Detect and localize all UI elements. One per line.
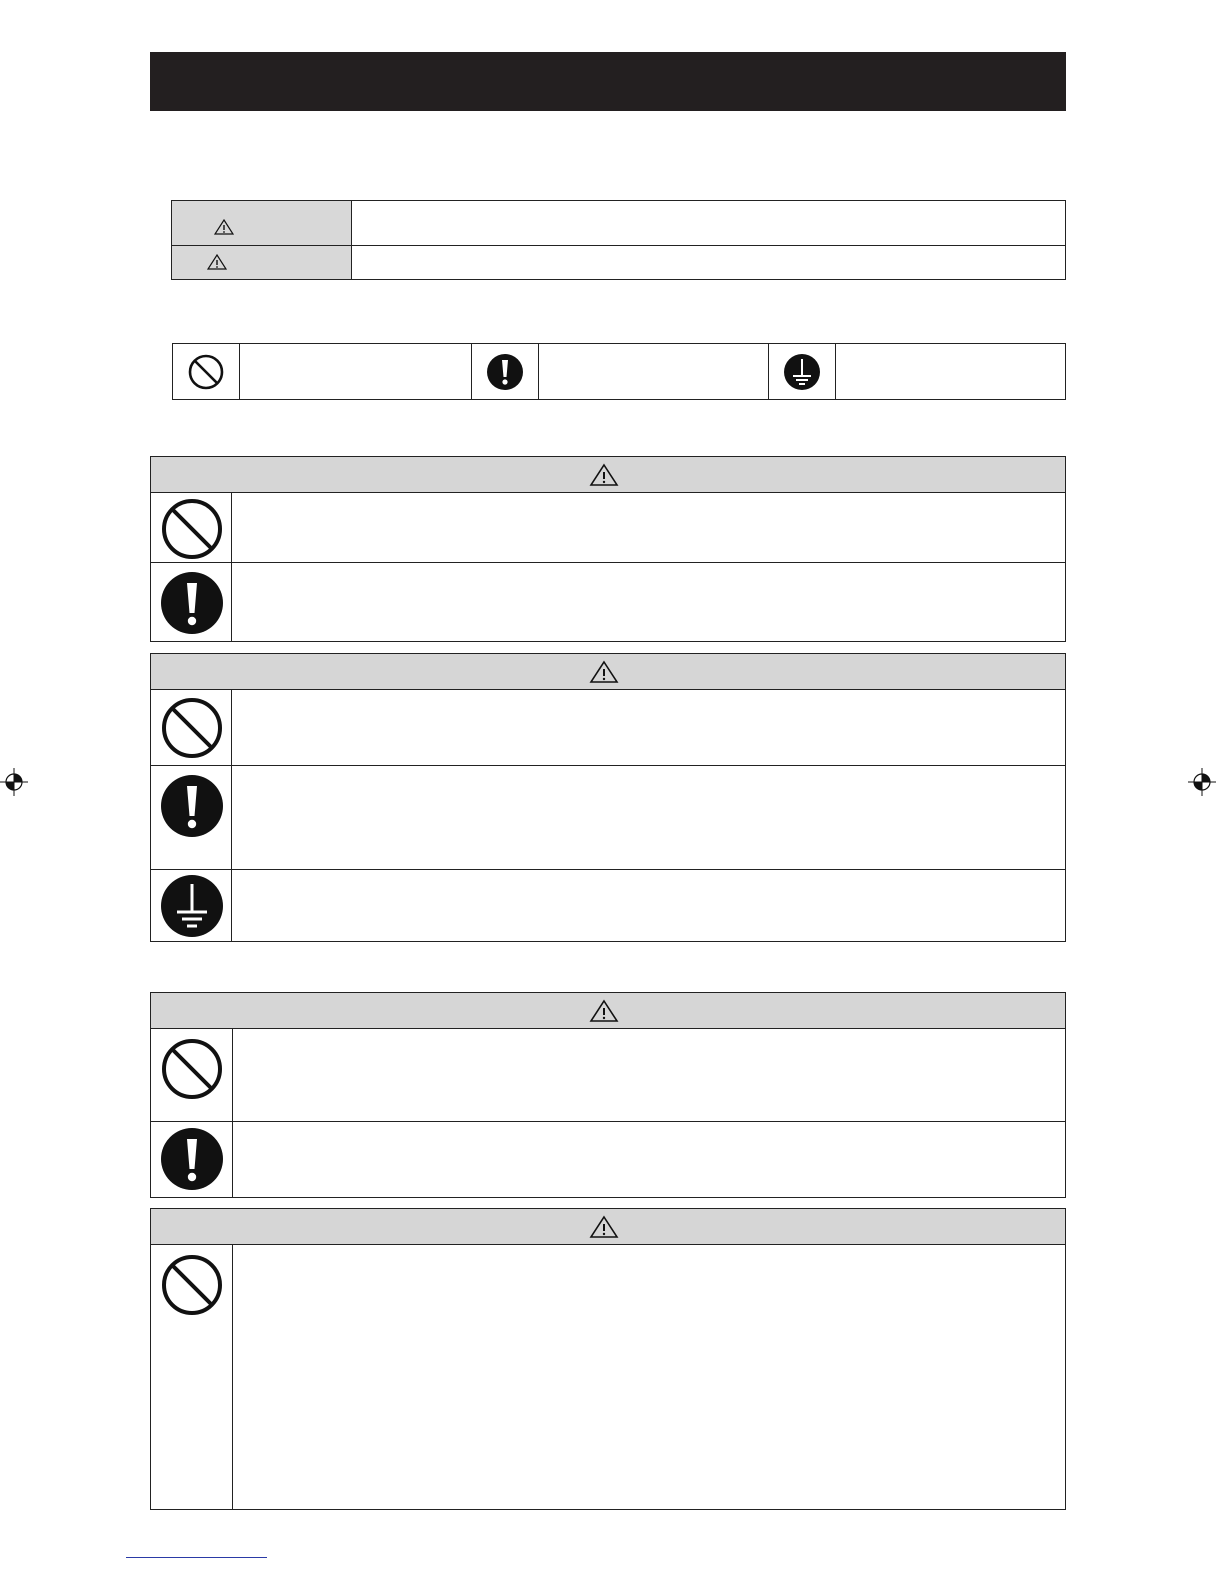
ground-icon (160, 874, 224, 938)
warning-triangle-icon (207, 254, 227, 270)
warning-triangle-icon (589, 660, 619, 684)
block-row (151, 870, 1065, 941)
registration-mark-icon (1188, 768, 1216, 796)
symbol-icon-cell (173, 344, 240, 399)
block-row (151, 563, 1065, 641)
block-header (151, 1209, 1065, 1245)
severity-label-cell (172, 201, 352, 245)
symbol-icon-cell (472, 344, 539, 399)
symbol-meaning (240, 344, 472, 399)
block-row (151, 1029, 1065, 1122)
symbol-meaning (539, 344, 769, 399)
warning-triangle-icon (589, 1215, 619, 1239)
page-title-bar (150, 52, 1066, 111)
severity-legend-table (171, 200, 1066, 280)
footer-rule (126, 1557, 267, 1558)
row-icon-cell (151, 1245, 233, 1509)
prohibited-icon (186, 352, 226, 392)
mandatory-icon (160, 571, 224, 635)
prohibited-icon (160, 696, 224, 760)
severity-row-warning (172, 201, 1065, 246)
block-row (151, 1122, 1065, 1197)
mandatory-icon (160, 774, 224, 838)
prohibited-icon (160, 1037, 224, 1101)
row-icon-cell (151, 563, 232, 641)
symbol-meaning (836, 344, 1065, 399)
block-row (151, 690, 1065, 766)
row-icon-cell (151, 690, 232, 765)
row-icon-cell (151, 1029, 233, 1121)
warning-triangle-icon (214, 219, 234, 235)
prohibited-icon (160, 1253, 224, 1317)
warning-block (150, 1208, 1066, 1510)
warning-triangle-icon (589, 999, 619, 1023)
warning-block (150, 456, 1066, 642)
warning-triangle-icon (589, 463, 619, 487)
block-header (151, 457, 1065, 493)
block-row (151, 766, 1065, 870)
row-icon-cell (151, 493, 232, 562)
symbol-legend-table (172, 343, 1066, 400)
warning-block (150, 992, 1066, 1198)
severity-label-cell (172, 246, 352, 279)
prohibited-icon (160, 497, 224, 561)
registration-mark-icon (0, 768, 28, 796)
block-header (151, 654, 1065, 690)
row-icon-cell (151, 766, 232, 869)
row-icon-cell (151, 870, 232, 941)
severity-description (362, 246, 1055, 279)
warning-block (150, 653, 1066, 942)
block-row (151, 1245, 1065, 1509)
block-row (151, 493, 1065, 563)
ground-icon (782, 352, 822, 392)
row-icon-cell (151, 1122, 233, 1197)
severity-row-caution (172, 246, 1065, 279)
block-header (151, 993, 1065, 1029)
mandatory-icon (485, 352, 525, 392)
mandatory-icon (160, 1127, 224, 1191)
severity-description (362, 201, 1055, 245)
symbol-icon-cell (769, 344, 836, 399)
